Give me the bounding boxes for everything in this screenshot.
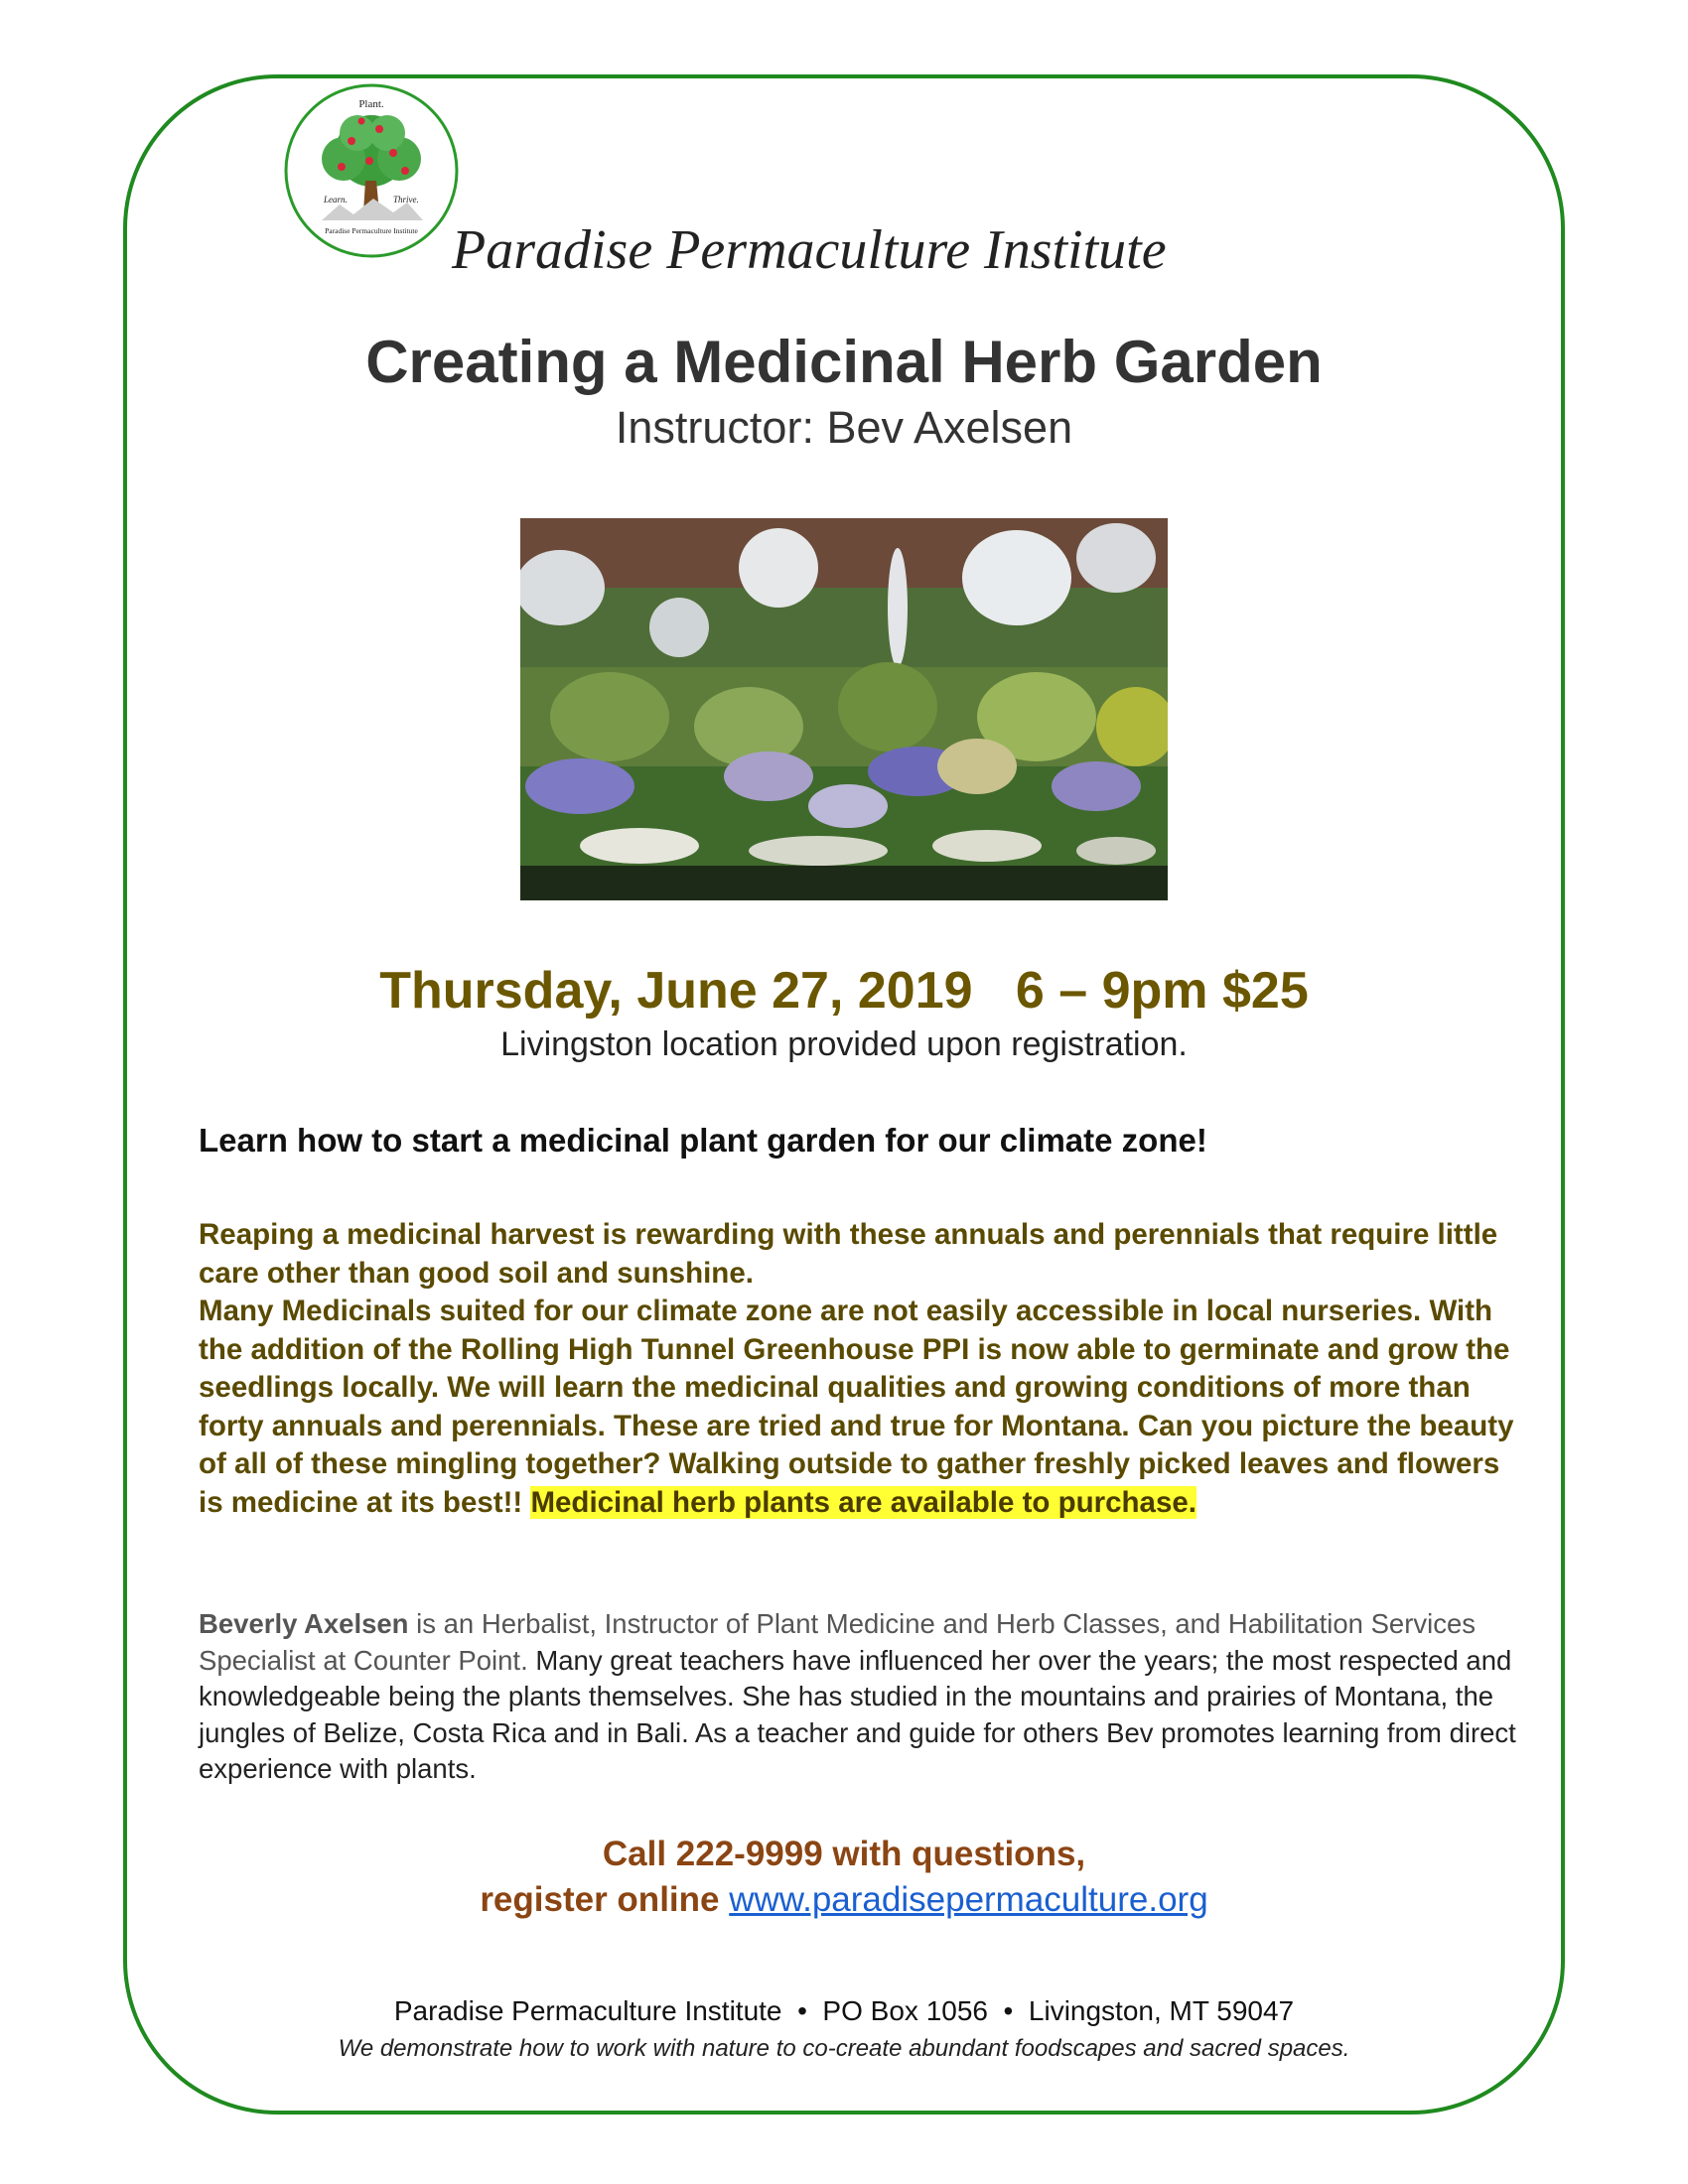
event-location: Livingston location provided upon registration.	[500, 1025, 1188, 1063]
purchase-highlight: Medicinal herb plants are available to purchase.	[530, 1485, 1196, 1519]
description-text: Many Medicinals suited for our climate zone are not easily accessible in local nurseries. With the addition of the Rolling High Tunnel Greenhouse PPI is now able to germinate and grow the seedlings locally. We will learn the medicinal qualities and growing conditions of more than forty annuals and perennials. These are tried and true for Montana. Can you picture the beauty of all of these mingling together? Walking outside to gather freshly picked leaves and flowers is medicine at its best!!	[199, 1295, 1514, 1519]
footer-address: Paradise Permaculture Institute • PO Box 1056 • Livingston, MT 59047	[393, 1995, 1295, 2026]
logo-thrive-text: Thrive.	[393, 195, 419, 205]
description-paragraph-2	[199, 1293, 1529, 1522]
register-line	[0, 1877, 1688, 1923]
organization-title: Paradise Permaculture Institute	[452, 219, 1167, 281]
website-link[interactable]: www.paradisepermaculture.org	[729, 1880, 1208, 1919]
bio-text: Many great teachers have influenced her over the years; the most respected and knowledgeable being the plants themselves. She has studied in the mountains and prairies of Montana, the jungles of Belize, Costa Rica and in Bali. As a teacher and guide for others Bev promotes learning from direct experience with plants.	[199, 1644, 1516, 1784]
course-title: Creating a Medicinal Herb Garden	[365, 329, 1323, 395]
headline: Learn how to start a medicinal plant garden for our climate zone!	[199, 1122, 1207, 1159]
logo-name-text: Paradise Permaculture Institute	[325, 226, 418, 235]
contact-info	[0, 1832, 1688, 1923]
institute-logo	[282, 81, 461, 260]
logo-learn-text: Learn.	[324, 195, 348, 205]
description	[199, 1216, 1529, 1522]
herb-garden-photo	[520, 518, 1168, 900]
logo-plant-text: Plant.	[358, 98, 384, 110]
call-text: Call 222-9999 with questions,	[602, 1835, 1086, 1873]
bio-role: is an Herbalist, Instructor of Plant Medicine and Herb Classes, and Habilitation Services Specialist at Counter Point.	[199, 1608, 1477, 1676]
instructor-name: Instructor: Bev Axelsen	[615, 402, 1073, 453]
register-text: register online	[480, 1880, 730, 1919]
event-datetime-price: Thursday, June 27, 2019 6 – 9pm $25	[379, 962, 1309, 1020]
bio-name: Beverly Axelsen	[199, 1608, 409, 1639]
description-paragraph-1: Reaping a medicinal harvest is rewarding with these annuals and perennials that require little care other than good soil and sunshine.	[199, 1218, 1498, 1290]
footer-tagline: We demonstrate how to work with nature to co-create abundant foodscapes and sacred spaces.	[338, 2035, 1350, 2062]
instructor-bio	[199, 1606, 1529, 1788]
